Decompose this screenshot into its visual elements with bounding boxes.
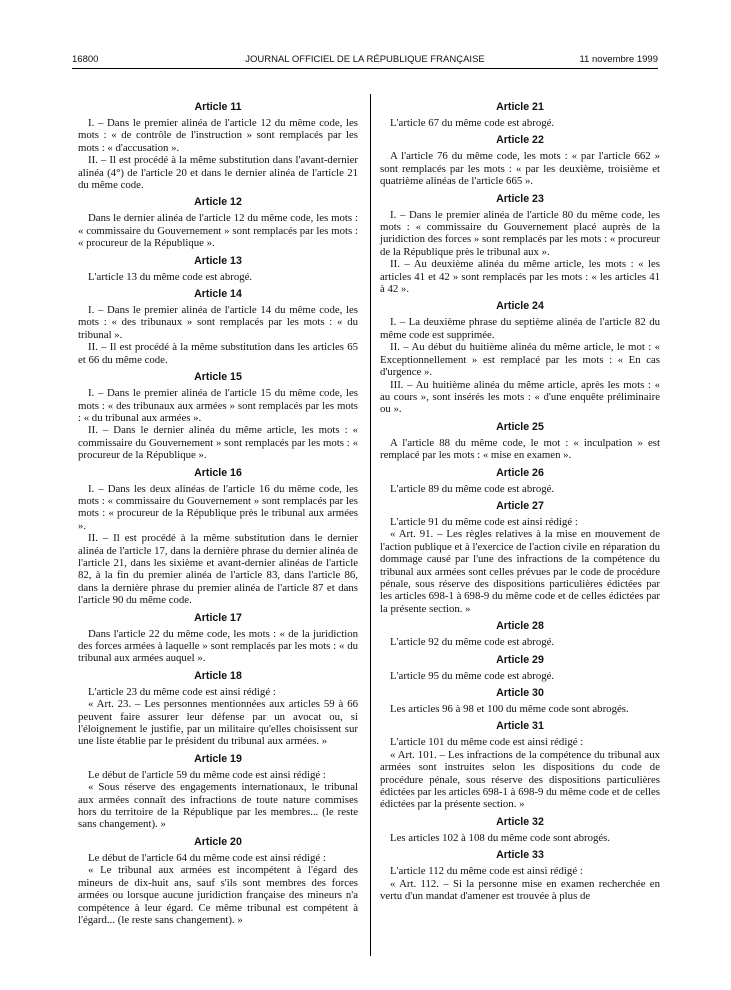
article-paragraph: I. – La deuxième phrase du septième alinéa de l'article 82 du même code est supprimée. [380, 316, 660, 341]
article-paragraph: L'article 89 du même code est abrogé. [390, 482, 555, 495]
article-section [78, 612, 358, 665]
left-column [78, 96, 358, 926]
article-title: Article 12 [194, 196, 242, 209]
article-title: Article 28 [496, 620, 544, 633]
article-paragraph: I. – Dans le premier alinéa de l'article 15 du même code, les mots : « des tribunaux aux armées » sont remplacés par les mots : « du tribunal aux armées ». [78, 387, 358, 424]
article-paragraph: L'article 101 du même code est ainsi rédigé : [390, 736, 584, 749]
article-paragraph: I. – Dans le premier alinéa de l'article 80 du même code, les mots : « commissaire du Gouvernement placé auprès de la juridiction des forces » sont remplacés par les mots : « procureur de la République près le tribunal aux ». [380, 208, 660, 258]
article-section [380, 193, 660, 296]
article-paragraph: Le début de l'article 59 du même code est ainsi rédigé : [88, 768, 326, 781]
article-section [380, 687, 660, 715]
article-section [380, 849, 660, 902]
article-paragraph: II. – Dans le dernier alinéa du même article, les mots : « commissaire du Gouvernement » sont remplacés par les mots : « procureur de la République ». [78, 424, 358, 462]
article-section [78, 288, 358, 366]
article-title: Article 13 [194, 254, 242, 267]
article-paragraph: Les articles 102 à 108 du même code sont abrogés. [390, 831, 611, 844]
article-paragraph: Dans l'article 22 du même code, les mots : « de la juridiction des forces armées à laquelle » sont remplacés par les mots : « du tribunal aux armées auquel ». [78, 627, 358, 665]
article-title: Article 19 [194, 752, 242, 765]
article-paragraph: « Art. 91. – Les règles relatives à la mise en mouvement de l'action publique et à l'exercice de l'action civile en réparation du dommage causé par l'une des infractions de la compétence du tribunal aux armées sont celles prévues par le code de procédure pénale, sous réserve des dispositions particulières édictées par les articles 698-1 à 698-9 du même code et de celles édictées par la présente section. » [380, 528, 660, 615]
article-section [380, 816, 660, 844]
article-section [78, 196, 358, 249]
article-paragraph: L'article 112 du même code est ainsi rédigé : [390, 865, 583, 878]
article-section [78, 255, 358, 283]
article-paragraph: I. – Dans les deux alinéas de l'article 16 du même code, les mots : « commissaire du Gouvernement » sont remplacés par les mots : « procureur de la République près le tribunal aux armées ». [78, 482, 358, 532]
article-paragraph: II. – Il est procédé à la même substitution dans le dernier alinéa de l'article 17, dans la dernière phrase du dernier alinéa de l'article 21, dans les sixième et avant-dernier alinéas de l'article 82, à la fin du premier alinéa de l'article 83, dans l'article 86, dans la dernière phrase du premier alinéa de l'article 87 et dans l'article 90 du même code. [78, 532, 358, 607]
article-title: Article 30 [496, 687, 544, 699]
article-title: Article 33 [496, 849, 544, 862]
article-title: Article 26 [496, 466, 544, 479]
article-title: Article 21 [496, 101, 544, 113]
article-paragraph: A l'article 76 du même code, les mots : « par l'article 662 » sont remplacés par les mots : « par les deuxième, troisième et quatrième alinéas de l'article 665 ». [380, 150, 660, 188]
article-section [78, 753, 358, 831]
article-paragraph: Les articles 96 à 98 et 100 du même code sont abrogés. [390, 703, 629, 715]
article-paragraph: « Le tribunal aux armées est incompétent à l'égard des mineurs de dix-huit ans, sauf s'ils sont membres des forces armées ou lorsque aucune juridiction française des mineurs n'a compétence à leur égard. Ce même tribunal est compétent à l'égard... (le reste sans changement). » [78, 864, 358, 926]
article-paragraph: L'article 13 du même code est abrogé. [88, 270, 253, 283]
article-paragraph: I. – Dans le premier alinéa de l'article 14 du même code, les mots : « des tribunaux » sont remplacés par les mots : « du tribunal ». [78, 304, 358, 341]
article-title: Article 31 [496, 720, 544, 733]
article-paragraph: II. – Au début du huitième alinéa du même article, le mot : « Exceptionnellement » est remplacé par les mots : « En cas d'urgence ». [380, 341, 660, 379]
article-section [380, 720, 660, 810]
article-title: Article 23 [496, 192, 544, 205]
article-paragraph: L'article 91 du même code est ainsi rédigé : [390, 515, 578, 528]
article-title: Article 22 [496, 134, 544, 147]
article-title: Article 20 [194, 835, 242, 848]
article-title: Article 16 [194, 466, 242, 479]
article-section [380, 300, 660, 415]
article-section [380, 101, 660, 129]
right-column [380, 96, 660, 902]
page-number: 16800 [72, 54, 99, 65]
article-title: Article 17 [194, 611, 242, 624]
article-paragraph: « Art. 23. – Les personnes mentionnées aux articles 59 à 66 peuvent faire assurer leur défense par un avocat ou, si l'éloignement le justifie, par un militaire qu'elles choisissent sur une liste établie par le président du tribunal aux armées. » [78, 698, 358, 748]
article-section [380, 467, 660, 495]
column-divider [370, 94, 371, 956]
article-title: Article 27 [496, 499, 544, 512]
article-section [78, 836, 358, 926]
article-section [78, 371, 358, 461]
article-paragraph: II. – Au deuxième alinéa du même article, les mots : « les articles 41 et 42 » sont remplacés par les mots : « les articles 41 à 42 ». [380, 258, 660, 296]
article-title: Article 11 [194, 101, 242, 113]
article-section [380, 421, 660, 462]
article-section [78, 467, 358, 607]
article-title: Article 25 [496, 420, 544, 433]
article-paragraph: « Art. 112. – Si la personne mise en examen recherchée en vertu d'un mandat d'amener est trouvée à plus de [380, 877, 660, 903]
article-paragraph: II. – Il est procédé à la même substitution dans les articles 65 et 66 du même code. [78, 341, 358, 366]
article-section [78, 670, 358, 748]
article-paragraph: « Art. 101. – Les infractions de la compétence du tribunal aux armées sont instruites selon les dispositions du code de procédure pénale, sous réserve des dispositions particulières édictées par les articles 698-1 à 698-9 du même code et de celles édictées par la présente section. » [380, 748, 660, 811]
article-paragraph: Dans le dernier alinéa de l'article 12 du même code, les mots : « commissaire du Gouvernement » sont remplacés par les mots : « procureur de la République ». [78, 212, 358, 250]
article-section [380, 500, 660, 615]
article-paragraph: L'article 92 du même code est abrogé. [390, 636, 555, 649]
article-title: Article 14 [194, 288, 242, 301]
article-section [380, 134, 660, 187]
article-section [380, 620, 660, 648]
article-title: Article 18 [194, 669, 242, 682]
issue-date: 11 novembre 1999 [579, 54, 658, 65]
header-rule [72, 68, 658, 69]
article-paragraph: Le début de l'article 64 du même code est ainsi rédigé : [88, 851, 326, 864]
article-title: Article 29 [496, 653, 544, 666]
page-header [72, 54, 658, 68]
journal-title: JOURNAL OFFICIEL DE LA RÉPUBLIQUE FRANÇAISE [245, 54, 485, 65]
article-title: Article 15 [194, 371, 242, 384]
article-section [78, 101, 358, 191]
article-title: Article 32 [496, 815, 544, 828]
article-paragraph: II. – Il est procédé à la même substitution dans l'avant-dernier alinéa (4°) de l'article 20 et dans le dernier alinéa de l'article 21 du même code. [78, 154, 358, 192]
article-paragraph: A l'article 88 du même code, le mot : « inculpation » est remplacé par les mots : « mise en examen ». [380, 436, 660, 462]
article-section [380, 654, 660, 682]
article-paragraph: L'article 23 du même code est ainsi rédigé : [88, 685, 276, 698]
article-paragraph: « Sous réserve des engagements internationaux, le tribunal aux armées connaît des infractions de toute nature commises hors du territoire de la République par les membres... (le reste sans changement). » [78, 781, 358, 831]
article-paragraph: I. – Dans le premier alinéa de l'article 12 du même code, les mots : « de contrôle de l'instruction » sont remplacés par les mots : « d'accusation ». [78, 117, 358, 154]
article-paragraph: L'article 95 du même code est abrogé. [390, 669, 555, 682]
article-paragraph: III. – Au huitième alinéa du même article, après les mots : « au cours », sont insérés les mots : « d'une enquête préliminaire ou ». [380, 378, 660, 416]
article-title: Article 24 [496, 300, 544, 313]
article-paragraph: L'article 67 du même code est abrogé. [390, 117, 555, 129]
